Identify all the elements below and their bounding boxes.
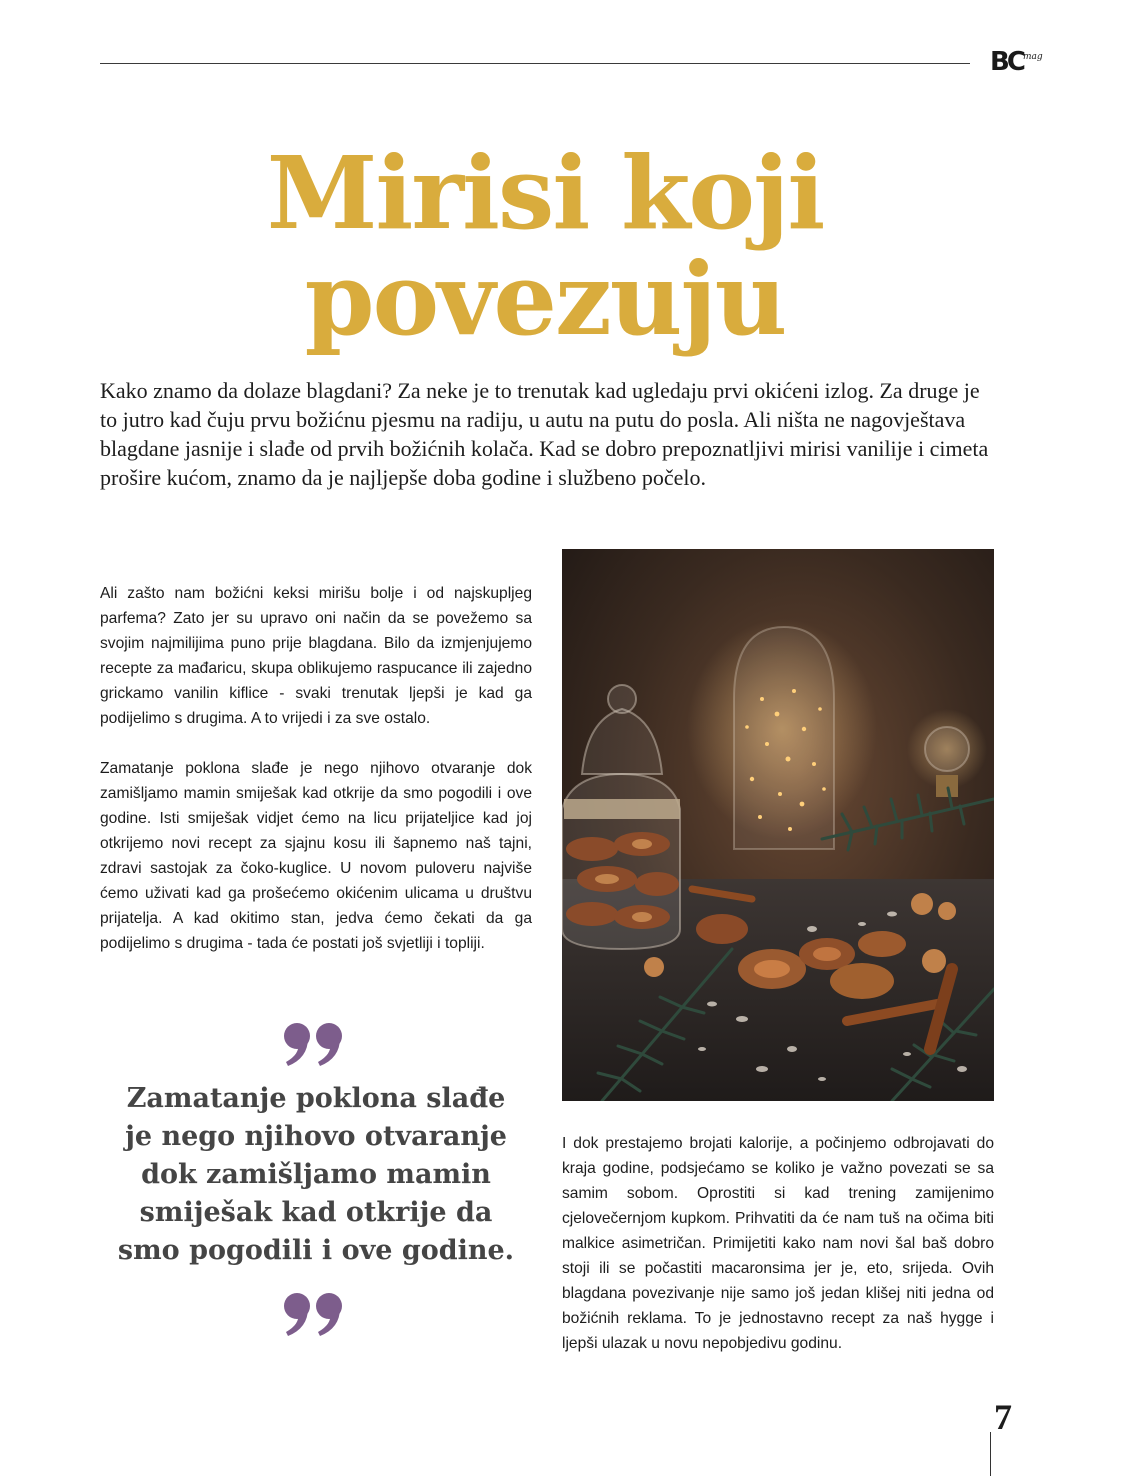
article-title: Mirisi koji povezuju	[266, 134, 824, 358]
article-lead: Kako znamo da dolaze blagdani? Za neke je to trenutak kad ugledaju prvi okićeni izlog. Za druge je to jutro kad čuju prvu božićnu pjesmu na radiju, u autu na putu do posla. Ali ništa ne nagovještava blagdane jasnije i slađe od prvih božićnih kolača. Kad se dobro prepoznatljivi mirisi vanilije i cimeta prošire kućom, znamo da je najljepše doba godine i službeno počelo.	[100, 378, 989, 490]
page-number: 7	[994, 1397, 1012, 1437]
body-paragraph: Zamatanje poklona slađe je nego njihovo otvaranje dok zamišljamo mamin smiješak kad otkrije da smo pogodili i ove godine. Isti smiješak vidjet ćemo na licu prijateljice kad joj otkrijemo novi recept za sjajnu kosu ili šapnemo naš tajni, zdravi sastojak za čoko-kuglice. U novom puloveru najviše ćemo uživati kad ga prošećemo okićenim ulicama u društvu prijatelja. A kad okitimo stan, jedva ćemo čekati da ga podijelimo s drugima - tada će postati još svjetliji i topliji.	[100, 760, 532, 952]
logo-text: BC	[990, 47, 1023, 77]
header-rule	[100, 63, 970, 64]
page-number-rule	[990, 1432, 991, 1476]
quote-close-icon	[282, 1292, 346, 1338]
left-column	[100, 581, 532, 956]
quote-open-icon	[282, 1022, 346, 1068]
logo-sub: mag	[1023, 52, 1043, 62]
magazine-logo	[990, 46, 1042, 78]
pull-quote: Zamatanje poklona slađe je nego njihovo otvaranje dok zamišljamo mamin smiješak kad otkrije da smo pogodili i ove godine.	[117, 1083, 515, 1266]
body-paragraph: Ali zašto nam božićni keksi mirišu bolje i od najskupljeg parfema? Zato jer su upravo oni način da se povežemo sa svojim najmilijima puno prije blagdana. Bilo da izmjenjujemo recepte za mađaricu, skupa oblikujemo raspucance ili zajedno grickamo vanilin kiflice - svaki trenutak ljepši je kad ga podijelimo s drugima. A to vrijedi i za sve ostalo.	[100, 585, 532, 727]
body-paragraph: I dok prestajemo brojati kalorije, a počinjemo odbrojavati do kraja godine, podsjećamo se koliko je važno povezati se sa samim sobom. Oprostiti si kad trening zamijenimo cjelovečernjom kupkom. Prihvatiti da će nam tuš na očima biti malkice asimetričan. Primijetiti kako nam novi šal baš dobro stoji ili se počastiti macaronsima jer je, eto, srijeda. Ovih blagdana povezivanje nije samo još jedan klišej niti jedna od božićnih reklama. To je jednostavno recept za naš hygge i ljepši ulazak u novu nepobjedivu godinu.	[562, 1135, 994, 1352]
right-column	[562, 1131, 994, 1356]
cookies-photo	[562, 549, 994, 1101]
